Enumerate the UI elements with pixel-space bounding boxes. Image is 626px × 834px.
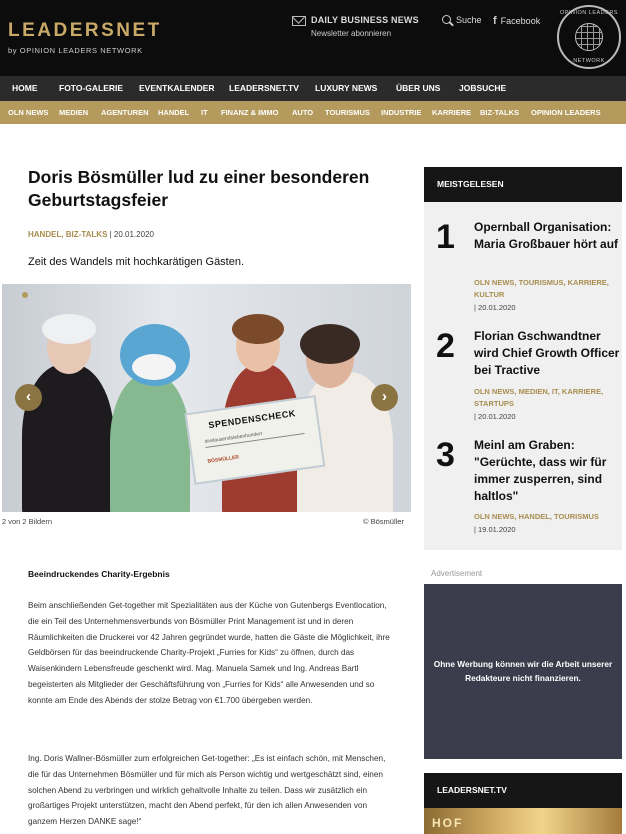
newsletter-subscribe[interactable]: Newsletter abonnieren bbox=[311, 29, 392, 38]
ad-label-bar bbox=[424, 562, 622, 584]
facebook-label: Facebook bbox=[500, 16, 541, 26]
category-nav bbox=[0, 101, 626, 124]
facebook-link[interactable] bbox=[493, 15, 540, 27]
most-read-categories[interactable]: OLN NEWS, TOURISMUS, KARRIERE, KULTUR bbox=[474, 278, 609, 299]
photo-mascot-muzzle bbox=[132, 354, 176, 380]
seal-text-top: OPINION LEADERS bbox=[560, 10, 618, 16]
logo-tagline: by OPINION LEADERS NETWORK bbox=[8, 46, 143, 55]
most-read-date: | 20.01.2020 bbox=[474, 303, 516, 312]
cat-biz-talks[interactable]: BIZ-TALKS bbox=[480, 108, 520, 117]
cat-industrie[interactable]: INDUSTRIE bbox=[381, 108, 422, 117]
cat-finanz-immo[interactable]: FINANZ & IMMO bbox=[221, 108, 279, 117]
most-read-title: MEISTGELESEN bbox=[437, 179, 504, 189]
article-lead: Zeit des Wandels mit hochkarätigen Gästen. bbox=[28, 256, 245, 268]
nav-eventkalender[interactable]: EVENTKALENDER bbox=[139, 83, 215, 93]
article-date: | 20.01.2020 bbox=[107, 230, 154, 239]
slider-count: 2 von 2 Bildern bbox=[2, 517, 53, 526]
nav-leadersnet-tv[interactable]: LEADERSNET.TV bbox=[229, 83, 299, 93]
article-title: Doris Bösmüller lud zu einer besonderen Geburtstagsfeier bbox=[28, 167, 370, 210]
slider-prev-button[interactable]: ‹ bbox=[15, 384, 42, 411]
cheque-amount-line: dreitausendsiebenhundert bbox=[204, 425, 304, 448]
photo-credit: © Bösmüller bbox=[363, 517, 404, 526]
cheque-title: SPENDENSCHECK bbox=[207, 408, 297, 431]
cat-agenturen[interactable]: AGENTUREN bbox=[101, 108, 149, 117]
rank-number: 3 bbox=[436, 436, 455, 474]
leadersnet-tv-thumbnail[interactable] bbox=[424, 808, 622, 834]
cat-oln-news[interactable]: OLN NEWS bbox=[8, 108, 49, 117]
nav-foto-galerie[interactable]: FOTO-GALERIE bbox=[59, 83, 124, 93]
search-button[interactable] bbox=[442, 15, 482, 25]
site-logo[interactable]: LEADERSNET bbox=[8, 20, 162, 41]
photo-slider[interactable] bbox=[2, 284, 411, 512]
article-categories[interactable]: HANDEL, BIZ-TALKS bbox=[28, 230, 108, 239]
cat-auto[interactable]: AUTO bbox=[292, 108, 314, 117]
most-read-title-link[interactable]: Opernball Organisation: Maria Großbauer hört auf bbox=[474, 220, 619, 251]
article-meta bbox=[28, 230, 154, 239]
leadersnet-tv-header bbox=[424, 773, 622, 808]
most-read-date: | 20.01.2020 bbox=[474, 412, 516, 421]
article-paragraph-1: Beim anschließenden Get-together mit Spezialitäten aus der Küche von Gutenbergs Eventlocation, die ein Teil des Unternehmensverbunds von Bösmüller Print Management ist und in deren Räumlichkeiten die Druckerei vor 42 Jahren gegründet wurde, hatten die Gäste die Möglichkeit, ihre Geldbörsen für das beeindruckende Charity-Projekt „Furries for Kids“ zu öffnen, durch das Waisenkindern Lebensfreude geschenkt wird. Mag. Manuela Samek und Ing. Andreas Bartl begeisterten als Mitglieder der Geschäftsführung von „Furries for Kids“ alle Anwesenden und so konnte am Ende des Abends der stolze Betrag von €1.700 übergeben werden. bbox=[28, 601, 390, 705]
cat-opinion-leaders[interactable]: OPINION LEADERS bbox=[531, 108, 601, 117]
photo-person-right-hair bbox=[300, 324, 360, 364]
photo-person-center-hair bbox=[232, 314, 284, 344]
search-icon bbox=[442, 15, 451, 24]
slider-indicator[interactable] bbox=[22, 292, 28, 298]
slider-next-button[interactable]: › bbox=[371, 384, 398, 411]
cat-karriere[interactable]: KARRIERE bbox=[432, 108, 472, 117]
leadersnet-tv-title[interactable]: LEADERSNET.TV bbox=[437, 785, 507, 795]
ad-label: Advertisement bbox=[431, 569, 483, 578]
most-read-date: | 19.01.2020 bbox=[474, 525, 516, 534]
photo-mascot-body bbox=[110, 374, 190, 512]
seal-text-bottom: NETWORK bbox=[573, 58, 605, 64]
rank-number: 1 bbox=[436, 218, 455, 256]
article-subheading: Beeindruckendes Charity-Ergebnis bbox=[28, 569, 170, 579]
top-header bbox=[0, 0, 626, 76]
search-label: Suche bbox=[456, 15, 482, 25]
most-read-title-link[interactable]: Meinl am Graben: "Gerüchte, dass wir für immer zusperren, sind haltlos" bbox=[474, 438, 607, 503]
facebook-icon: f bbox=[493, 15, 497, 27]
cheque-logo: BÖSMÜLLER bbox=[207, 454, 240, 465]
rank-number: 2 bbox=[436, 327, 455, 365]
most-read-header bbox=[424, 167, 622, 202]
mail-icon bbox=[292, 16, 306, 26]
globe-icon bbox=[575, 23, 603, 51]
cat-handel[interactable]: HANDEL bbox=[158, 108, 190, 117]
nav-jobsuche[interactable]: JOBSUCHE bbox=[459, 83, 507, 93]
most-read-categories[interactable]: OLN NEWS, HANDEL, TOURISMUS bbox=[474, 512, 599, 521]
most-read-categories[interactable]: OLN NEWS, MEDIEN, IT, KARRIERE, STARTUPS bbox=[474, 387, 604, 408]
main-nav bbox=[0, 76, 626, 101]
advertisement-box[interactable] bbox=[424, 562, 622, 759]
ad-message: Ohne Werbung können wir die Arbeit unserer Redakteure nicht finanzieren. bbox=[433, 659, 613, 683]
nav-luxury-news[interactable]: LUXURY NEWS bbox=[315, 83, 378, 93]
cat-tourismus[interactable]: TOURISMUS bbox=[325, 108, 370, 117]
cat-medien[interactable]: MEDIEN bbox=[59, 108, 89, 117]
opinion-leaders-seal[interactable] bbox=[557, 5, 621, 69]
nav-home[interactable]: HOME bbox=[12, 83, 38, 93]
most-read-title-link[interactable]: Florian Gschwandtner wird Chief Growth Officer bei Tractive bbox=[474, 329, 620, 377]
tv-thumbnail-text: HOF bbox=[432, 816, 464, 830]
cat-it[interactable]: IT bbox=[201, 108, 208, 117]
newsletter-title: DAILY BUSINESS NEWS bbox=[311, 15, 419, 25]
article-paragraph-2: Ing. Doris Wallner-Bösmüller zum erfolgreichen Get-together: „Es ist einfach schön, mit Menschen, die für das Unternehmen Bösmüller und für mich als Person wichtig und wertgeschätzt sind, einen solchen Abend zu verbringen und wirklich gehaltvolle Inhalte zu teilen. Dass wir zusätzlich ein großartiges Projekt unterstützen, macht den Abend perfekt, für den ich allen Anwesenden von ganzem Herzen DANKE sage!“ bbox=[28, 754, 386, 827]
nav-ueber-uns[interactable]: ÜBER UNS bbox=[396, 83, 441, 93]
photo-person-left-hair bbox=[42, 314, 96, 344]
